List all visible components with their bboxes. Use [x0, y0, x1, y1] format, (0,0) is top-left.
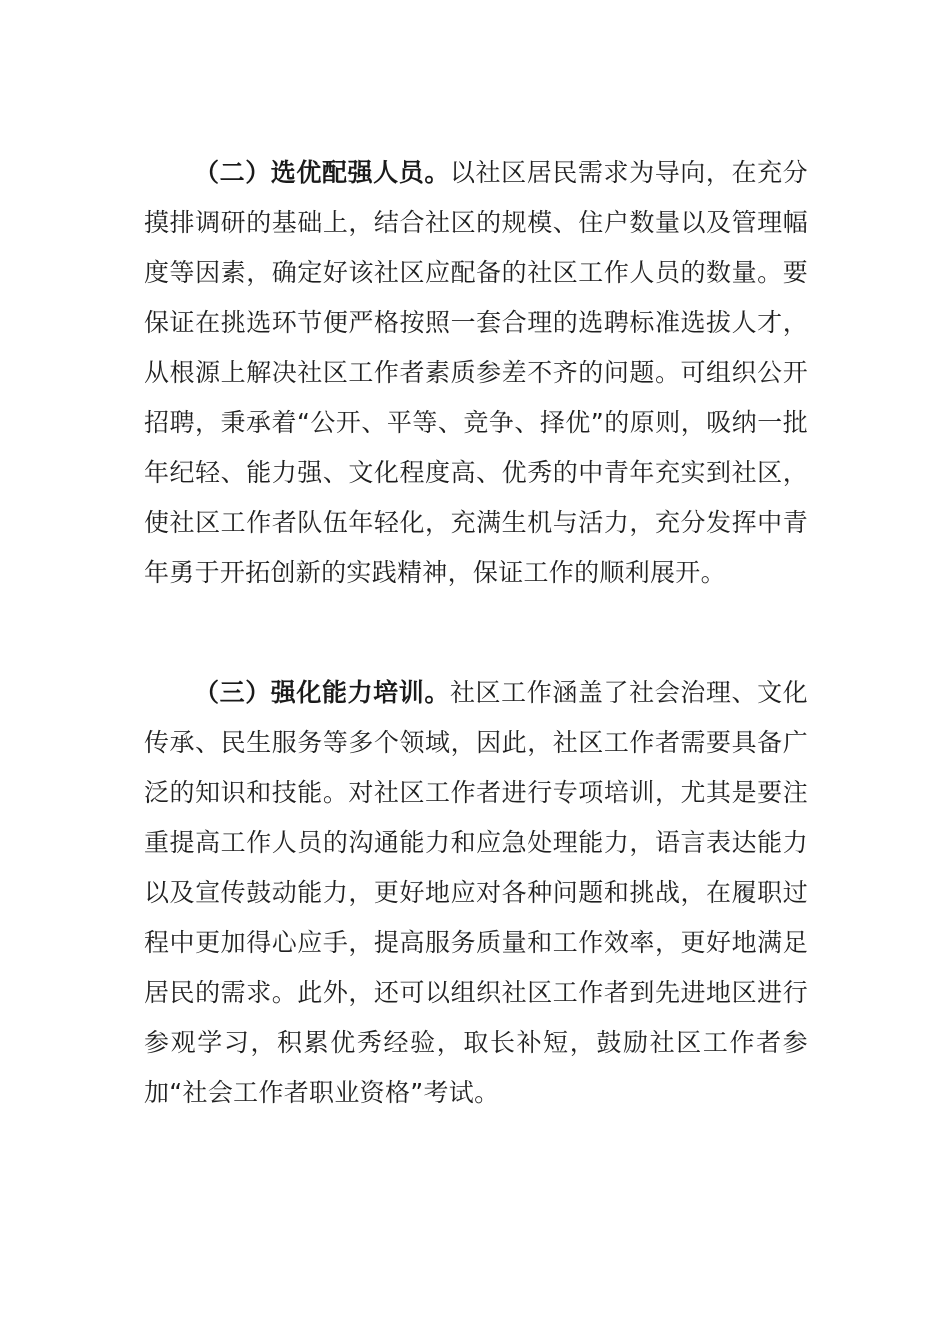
section-paragraph-training [144, 668, 808, 1118]
section-heading-select-staff: （二）选优配强人员。 [194, 158, 450, 187]
section-paragraph-select-staff [144, 148, 808, 598]
section-body-select-staff: 以社区居民需求为导向，在充分摸排调研的基础上，结合社区的规模、住户数量以及管理幅度等因素，确定好该社区应配备的社区工作人员的数量。要保证在挑选环节便严格按照一套合理的选聘标准选拔人才，从根源上解决社区工作者素质参差不齐的问题。可组织公开招聘，秉承着“公开、平等、竞争、择优”的原则，吸纳一批年纪轻、能力强、文化程度高、优秀的中青年充实到社区，使社区工作者队伍年轻化，充满生机与活力，充分发挥中青年勇于开拓创新的实践精神，保证工作的顺利展开。 [144, 158, 808, 587]
section-heading-training: （三）强化能力培训。 [194, 678, 450, 707]
section-body-training: 社区工作涵盖了社会治理、文化传承、民生服务等多个领域，因此，社区工作者需要具备广泛的知识和技能。对社区工作者进行专项培训，尤其是要注重提高工作人员的沟通能力和应急处理能力，语言表达能力以及宣传鼓动能力，更好地应对各种问题和挑战，在履职过程中更加得心应手，提高服务质量和工作效率，更好地满足居民的需求。此外，还可以组织社区工作者到先进地区进行参观学习，积累优秀经验，取长补短，鼓励社区工作者参加“社会工作者职业资格”考试。 [144, 678, 808, 1107]
